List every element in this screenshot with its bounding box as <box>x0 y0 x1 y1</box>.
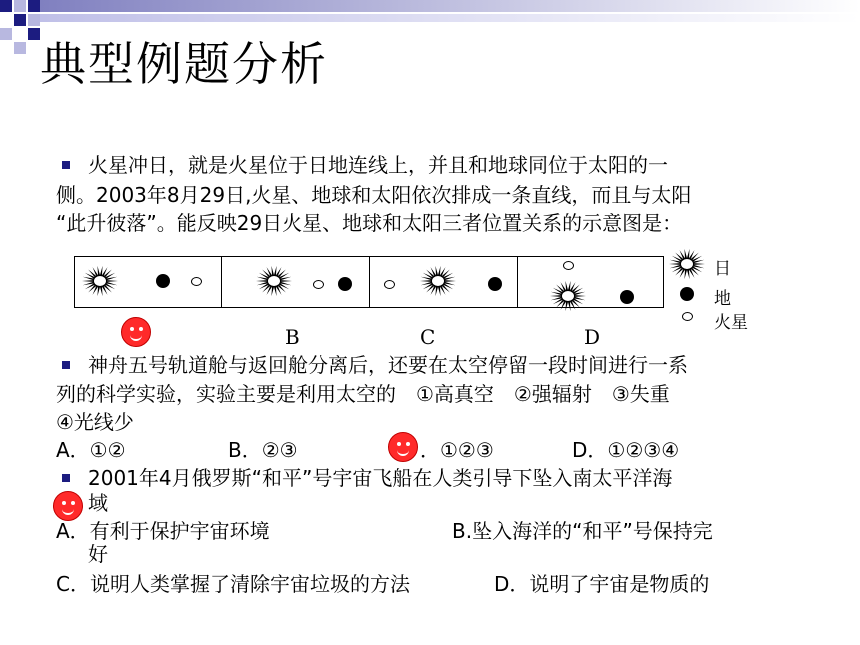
option-b-label: B <box>285 325 300 349</box>
option-c-label: C <box>420 325 436 349</box>
q2-line2: 列的科学实验，实验主要是利用太空的 ①高真空 ②强辐射 ③失重 <box>56 382 670 406</box>
q3-option-b-line1: B.坠入海洋的“和平”号保持完 <box>452 519 713 543</box>
q3-option-c: C．说明人类掌握了清除宇宙垃圾的方法 <box>56 572 410 596</box>
sun-icon <box>418 263 458 299</box>
q2-option-b: B．②③ <box>228 438 298 462</box>
q3-line1: 2001年4月俄罗斯“和平”号宇宙飞船在人类引导下坠入南太平洋海 <box>88 466 673 490</box>
smiley-icon <box>121 317 151 347</box>
sun-icon <box>254 263 294 299</box>
q2-option-a: A．①② <box>56 438 126 462</box>
legend-mars-label: 火星 <box>714 313 748 333</box>
decor-square <box>28 0 40 12</box>
bullet-icon <box>62 474 70 482</box>
q1-line2: 侧。2003年8月29日,火星、地球和太阳依次排成一条直线，而且与太阳 <box>56 183 692 207</box>
q3-option-a: A．有利于保护宇宙环境 <box>56 519 270 543</box>
bullet-icon <box>62 161 70 169</box>
q1-line3: “此升彼落”。能反映29日火星、地球和太阳三者位置关系的示意图是： <box>56 211 683 235</box>
mars-icon <box>563 261 574 270</box>
sun-icon <box>548 278 588 314</box>
q2-option-d: D．①②③④ <box>572 438 680 462</box>
q2-option-c: ．①②③ <box>420 438 494 462</box>
earth-icon <box>680 287 694 301</box>
legend-earth-label: 地 <box>714 289 731 309</box>
option-d-label: D <box>584 325 601 349</box>
decor-square <box>14 42 26 54</box>
decor-square <box>0 28 12 40</box>
q1-line1: 火星冲日，就是火星位于日地连线上，并且和地球同位于太阳的一 <box>88 153 668 177</box>
q2-line1: 神舟五号轨道舱与返回舱分离后，还要在太空停留一段时间进行一系 <box>88 353 688 377</box>
diagram-divider <box>517 256 518 308</box>
earth-icon <box>488 277 502 291</box>
decor-square <box>28 14 40 26</box>
diagram-divider <box>369 256 370 308</box>
decor-square <box>14 0 26 12</box>
mars-icon <box>384 280 395 289</box>
mars-icon <box>191 277 202 286</box>
q3-line2: 域 <box>88 491 108 515</box>
earth-icon <box>620 290 634 304</box>
smiley-icon <box>388 432 418 462</box>
page-title: 典型例题分析 <box>40 37 328 91</box>
mars-icon <box>682 312 693 321</box>
header-gradient-bar-2 <box>40 14 860 22</box>
sun-icon <box>667 246 707 282</box>
earth-icon <box>338 277 352 291</box>
q2-line3: ④光线少 <box>56 410 134 434</box>
decor-square <box>0 0 12 12</box>
decor-square <box>14 14 26 26</box>
legend-sun-label: 日 <box>714 259 731 279</box>
bullet-icon <box>62 361 70 369</box>
sun-icon <box>80 263 120 299</box>
mars-icon <box>313 280 324 289</box>
decor-square <box>28 28 40 40</box>
header-gradient-bar <box>40 0 860 12</box>
diagram-divider <box>221 256 222 308</box>
smiley-icon <box>53 491 83 521</box>
q3-option-b-line2: 好 <box>88 542 108 566</box>
earth-icon <box>156 274 170 288</box>
q3-option-d: D．说明了宇宙是物质的 <box>494 572 710 596</box>
